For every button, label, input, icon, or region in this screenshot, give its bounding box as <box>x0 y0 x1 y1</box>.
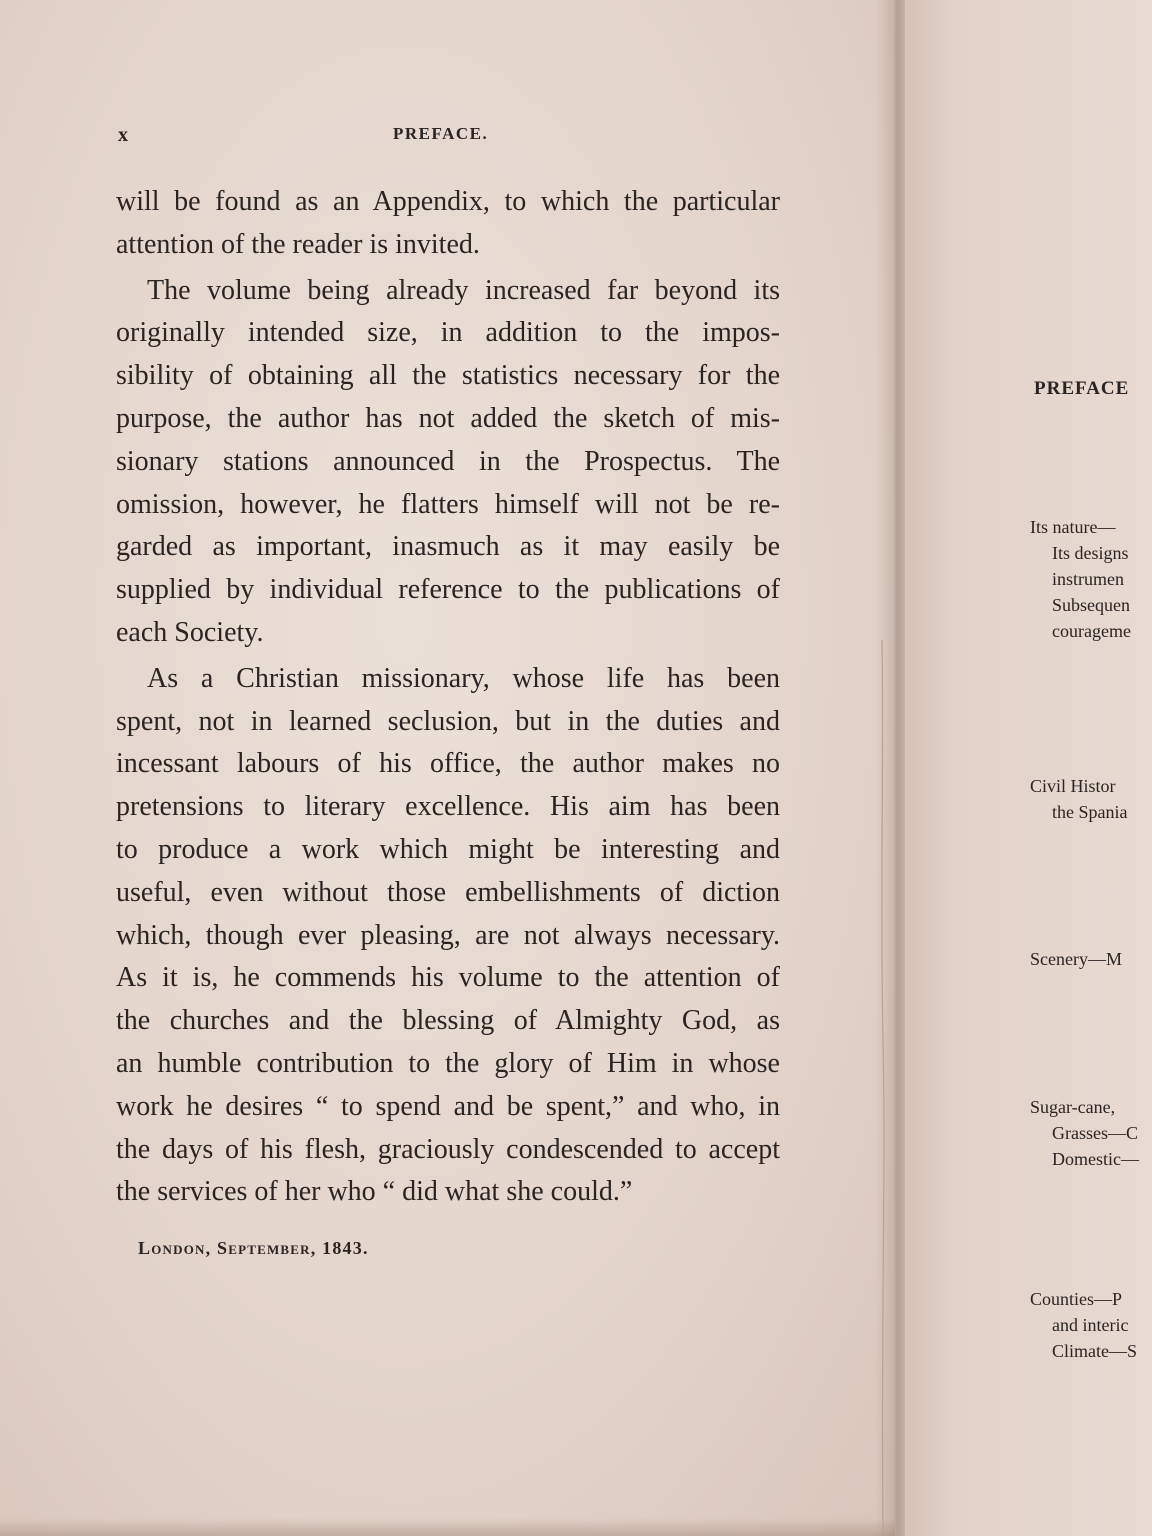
text-line: spent, not in learned seclusion, but in the duties and <box>116 705 780 737</box>
text-line: pretensions to literary excellence. His aim has been <box>116 791 780 823</box>
text-line: which, though ever pleasing, are not always necessary. <box>116 919 780 951</box>
toc-line: the Spania <box>1052 802 1128 822</box>
toc-line: Grasses—C <box>1052 1123 1138 1143</box>
toc-entry <box>1030 514 1131 644</box>
toc-entry <box>1030 773 1127 825</box>
toc-line: Civil Histor <box>1030 776 1116 796</box>
toc-line: courageme <box>1052 621 1131 641</box>
text-line: work he desires “ to spend and be spent,” and who, in <box>116 1090 780 1122</box>
toc-line: Climate—S <box>1052 1341 1137 1361</box>
toc-line: Counties—P <box>1030 1289 1123 1309</box>
page-edge-fiber <box>878 640 886 1536</box>
text-line: an humble contribution to the glory of Him in whose <box>116 1047 780 1079</box>
text-line: sionary stations announced in the Prospectus. The <box>116 445 780 477</box>
text-line: the churches and the blessing of Almighty God, as <box>116 1005 780 1037</box>
page-number: x <box>118 124 128 146</box>
text-line: purpose, the author has not added the sketch of mis- <box>116 402 780 434</box>
text-line: attention of the reader is invited. <box>116 228 480 260</box>
text-line: supplied by individual reference to the publications of <box>116 574 780 606</box>
text-line: incessant labours of his office, the author makes no <box>116 748 780 780</box>
text-line: sibility of obtaining all the statistics necessary for the <box>116 360 780 392</box>
toc-line: Domestic— <box>1052 1149 1139 1169</box>
right-page-title: PREFACE <box>1034 378 1130 399</box>
toc-line: Its nature— <box>1030 517 1116 537</box>
page-bottom-edge <box>0 1518 895 1536</box>
running-head <box>118 124 518 154</box>
toc-entry <box>1030 1094 1139 1172</box>
running-head-title: PREFACE. <box>393 124 489 143</box>
toc-line: Scenery—M <box>1030 949 1122 969</box>
text-line: the services of her who “ did what she could.” <box>116 1176 633 1208</box>
toc-line: and interic <box>1052 1315 1129 1335</box>
text-line: As it is, he commends his volume to the attention of <box>116 962 780 994</box>
text-line: each Society. <box>116 616 264 648</box>
text-line: The volume being already increased far beyond its <box>147 274 780 306</box>
toc-entry <box>1030 1286 1137 1364</box>
text-line: As a Christian missionary, whose life has been <box>147 662 780 694</box>
text-line: omission, however, he flatters himself will not be re- <box>116 488 780 520</box>
text-line: to produce a work which might be interesting and <box>116 833 780 865</box>
toc-line: Sugar-cane, <box>1030 1097 1116 1117</box>
text-line: originally intended size, in addition to the impos- <box>116 317 780 349</box>
text-line: useful, even without those embellishments of diction <box>116 876 780 908</box>
toc-entry <box>1030 946 1122 972</box>
text-line: garded as important, inasmuch as it may easily be <box>116 531 780 563</box>
text-line: will be found as an Appendix, to which the particular <box>116 186 780 217</box>
text-line: the days of his flesh, graciously condescended to accept <box>116 1133 780 1165</box>
preface-signoff: London, September, 1843. <box>138 1238 369 1258</box>
toc-line: Subsequen <box>1052 595 1130 615</box>
toc-line: instrumen <box>1052 569 1124 589</box>
preface-body <box>116 181 780 1214</box>
toc-line: Its designs <box>1052 543 1129 563</box>
